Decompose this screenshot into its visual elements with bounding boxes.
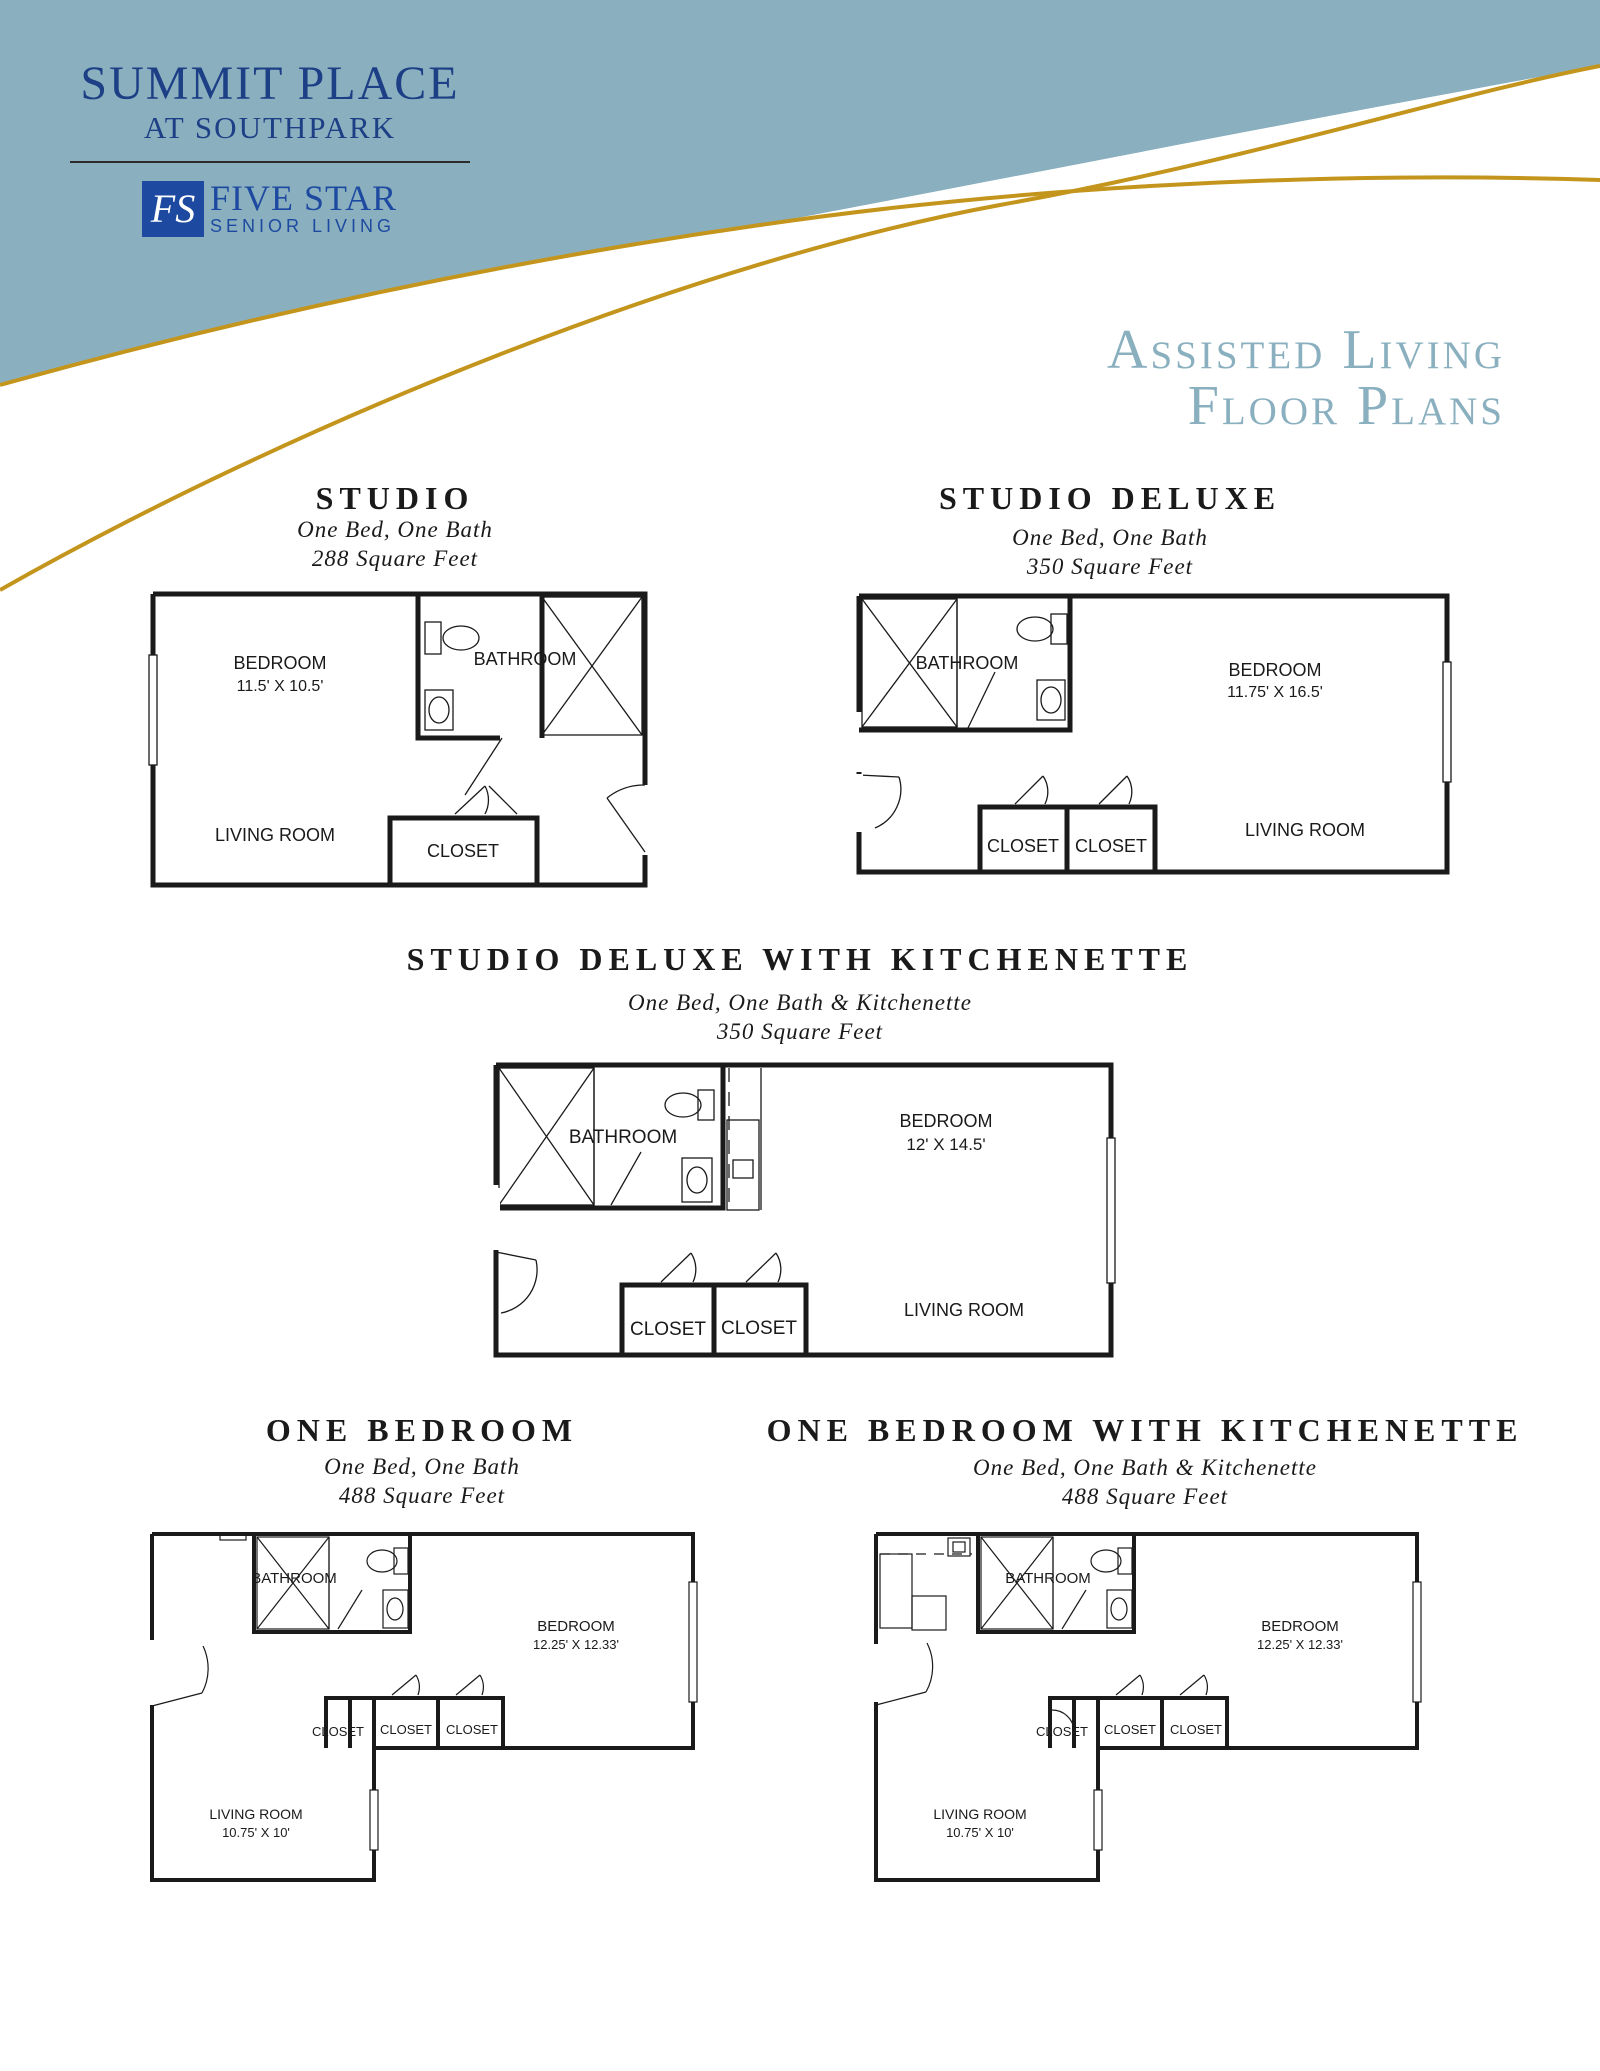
studio-kitchenette-closet2-label: CLOSET bbox=[720, 1318, 798, 1339]
plan-area-one-bedroom: 488 Square Feet bbox=[338, 1483, 506, 1508]
plan-desc-studio-deluxe: One Bed, One Bath bbox=[1012, 525, 1208, 550]
five-star-logo-mark: FS bbox=[142, 181, 204, 237]
floorplan-studio-deluxe-kitchenette bbox=[491, 1060, 1116, 1360]
studio-deluxe-closet1-label: CLOSET bbox=[986, 836, 1060, 856]
plan-title-one-bedroom: ONE BEDROOM bbox=[265, 1412, 579, 1448]
studio-deluxe-living-label: LIVING ROOM bbox=[1244, 820, 1366, 840]
studio-deluxe-bedroom-label: BEDROOM bbox=[1228, 660, 1322, 680]
floorplan-studio-deluxe bbox=[855, 592, 1455, 877]
plan-area-studio-deluxe: 350 Square Feet bbox=[1026, 554, 1194, 579]
plan-title-studio: STUDIO bbox=[315, 480, 475, 516]
headline-line2: Floor Plans bbox=[1187, 375, 1505, 437]
logo-name: FIVE STAR bbox=[210, 178, 398, 218]
plan-area-studio: 288 Square Feet bbox=[311, 546, 479, 571]
plan-desc-studio-deluxe-kitchenette: One Bed, One Bath & Kitchenette bbox=[628, 990, 972, 1015]
plan-title-one-bedroom-kitchenette: ONE BEDROOM WITH KITCHENETTE bbox=[766, 1412, 1524, 1448]
one-bedroom-bedroom-dim: 12.25' X 12.33' bbox=[533, 1637, 619, 1652]
property-name: SUMMIT PLACE bbox=[80, 57, 460, 110]
one-bedroom-living-dim: 10.75' X 10' bbox=[222, 1825, 290, 1840]
plan-title-studio-deluxe: STUDIO DELUXE bbox=[938, 480, 1282, 516]
one-bedroom-kitchenette-bathroom-label: BATHROOM bbox=[1005, 1570, 1091, 1587]
one-bedroom-kitchenette-closet2-label: CLOSET bbox=[1103, 1722, 1157, 1737]
studio-bedroom-dim: 11.5' X 10.5' bbox=[236, 678, 324, 695]
studio-bathroom-label: BATHROOM bbox=[473, 649, 577, 669]
floorplan-one-bedroom bbox=[148, 1530, 698, 1885]
one-bedroom-kitchenette-closet1-label: CLOSET bbox=[1035, 1724, 1089, 1739]
studio-closet-label: CLOSET bbox=[426, 841, 500, 861]
studio-deluxe-bathroom-label: BATHROOM bbox=[915, 653, 1019, 673]
page-headline bbox=[1107, 319, 1505, 437]
headline-line1: Assisted Living bbox=[1107, 319, 1505, 381]
one-bedroom-kitchenette-closet3-label: CLOSET bbox=[1169, 1722, 1223, 1737]
floorplan-studio bbox=[145, 590, 655, 890]
one-bedroom-bathroom-label: BATHROOM bbox=[251, 1570, 337, 1587]
studio-deluxe-closet2-label: CLOSET bbox=[1074, 836, 1148, 856]
one-bedroom-kitchenette-living-dim: 10.75' X 10' bbox=[946, 1825, 1014, 1840]
one-bedroom-kitchenette-bedroom-label: BEDROOM bbox=[1261, 1618, 1339, 1635]
floorplan-one-bedroom-kitchenette bbox=[872, 1530, 1422, 1885]
logo-tagline: SENIOR LIVING bbox=[210, 216, 396, 236]
studio-kitchenette-bedroom-label: BEDROOM bbox=[899, 1111, 993, 1131]
one-bedroom-closet2-label: CLOSET bbox=[379, 1722, 433, 1737]
one-bedroom-bedroom-label: BEDROOM bbox=[537, 1618, 615, 1635]
studio-kitchenette-closet1-label: CLOSET bbox=[629, 1319, 707, 1340]
plan-area-one-bedroom-kitchenette: 488 Square Feet bbox=[1061, 1484, 1229, 1509]
plan-desc-one-bedroom-kitchenette: One Bed, One Bath & Kitchenette bbox=[973, 1455, 1317, 1480]
one-bedroom-closet1-label: CLOSET bbox=[311, 1724, 365, 1739]
plan-area-studio-deluxe-kitchenette: 350 Square Feet bbox=[716, 1019, 884, 1044]
brand-divider bbox=[70, 161, 470, 163]
studio-kitchenette-bathroom-label: BATHROOM bbox=[568, 1127, 678, 1148]
one-bedroom-closet3-label: CLOSET bbox=[445, 1722, 499, 1737]
studio-bedroom-label: BEDROOM bbox=[233, 653, 327, 673]
plan-title-studio-deluxe-kitchenette: STUDIO DELUXE WITH KITCHENETTE bbox=[406, 941, 1194, 977]
studio-living-label: LIVING ROOM bbox=[214, 825, 336, 845]
studio-kitchenette-living-label: LIVING ROOM bbox=[903, 1300, 1025, 1320]
studio-deluxe-bedroom-dim: 11.75' X 16.5' bbox=[1227, 684, 1323, 701]
one-bedroom-kitchenette-living-label: LIVING ROOM bbox=[933, 1806, 1027, 1822]
one-bedroom-living-label: LIVING ROOM bbox=[209, 1806, 303, 1822]
one-bedroom-kitchenette-bedroom-dim: 12.25' X 12.33' bbox=[1257, 1637, 1343, 1652]
studio-kitchenette-bedroom-dim: 12' X 14.5' bbox=[906, 1135, 986, 1154]
plan-desc-one-bedroom: One Bed, One Bath bbox=[324, 1454, 520, 1479]
property-subtitle: AT SOUTHPARK bbox=[143, 110, 397, 145]
plan-desc-studio: One Bed, One Bath bbox=[297, 517, 493, 542]
